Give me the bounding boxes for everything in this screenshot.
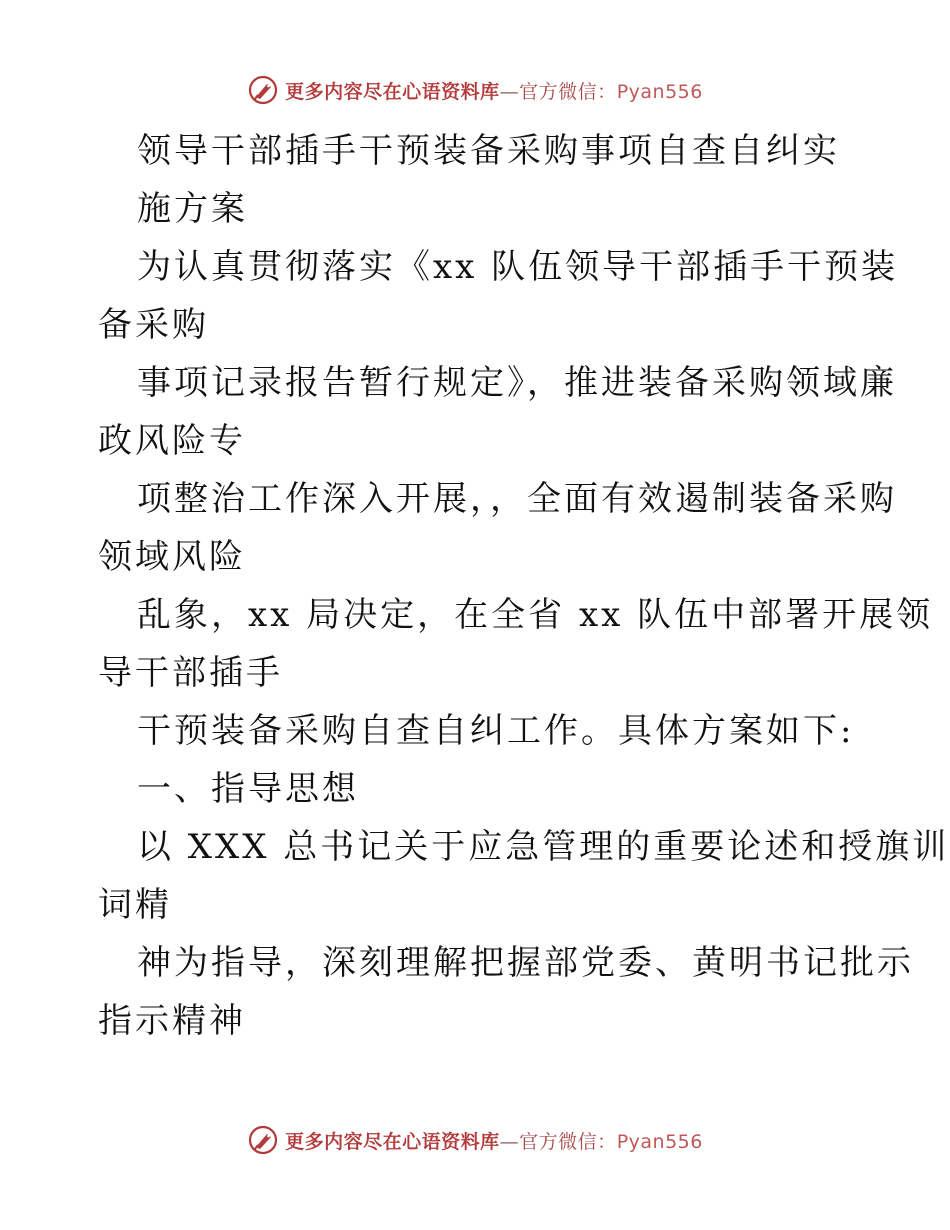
watermark-site: 更多内容尽在心语资料库 [285,80,500,103]
watermark-wechat-label: 官方微信： [519,1130,617,1153]
doc-line: 为认真贯彻落实《xx 队伍领导干部插手干预装 [137,247,899,287]
watermark-wechat-id: Pyan556 [616,80,703,103]
doc-title-line-1: 领导干部插手干预装备采购事项自查自纠实 [137,131,840,171]
watermark-text [285,77,703,104]
doc-line: 以 XXX 总书记关于应急管理的重要论述和授旗训 [137,827,950,867]
doc-line: 项整治工作深入开展，，全面有效遏制装备采购 [137,479,897,519]
doc-line: 导干部插手 [98,653,283,693]
doc-line: 词精 [98,885,172,925]
header-watermark [0,70,950,110]
doc-line: 神为指导，深刻理解把握部党委、黄明书记批示 [137,943,914,983]
watermark-dash: — [499,1130,520,1153]
section-heading: 一、指导思想 [137,769,359,809]
watermark-text [285,1127,703,1154]
watermark-wechat-label: 官方微信： [519,80,617,103]
doc-line: 领域风险 [98,537,246,577]
watermark-wechat-id: Pyan556 [616,1130,703,1153]
doc-line: 指示精神 [98,1001,246,1041]
pen-nib-circle-icon [247,74,279,106]
footer-watermark [0,1120,950,1160]
doc-line: 干预装备采购自查自纠工作。具体方案如下: [137,711,855,751]
doc-line: 事项记录报告暂行规定》，推进装备采购领域廉 [137,363,897,403]
document-body [0,122,950,1050]
doc-line: 政风险专 [98,421,246,461]
watermark-site: 更多内容尽在心语资料库 [285,1130,500,1153]
doc-line: 乱象，xx 局决定，在全省 xx 队伍中部署开展领 [137,595,934,635]
pen-nib-circle-icon [247,1124,279,1156]
doc-title-line-2: 施方案 [137,189,248,229]
watermark-dash: — [499,80,520,103]
doc-line: 备采购 [98,305,209,345]
